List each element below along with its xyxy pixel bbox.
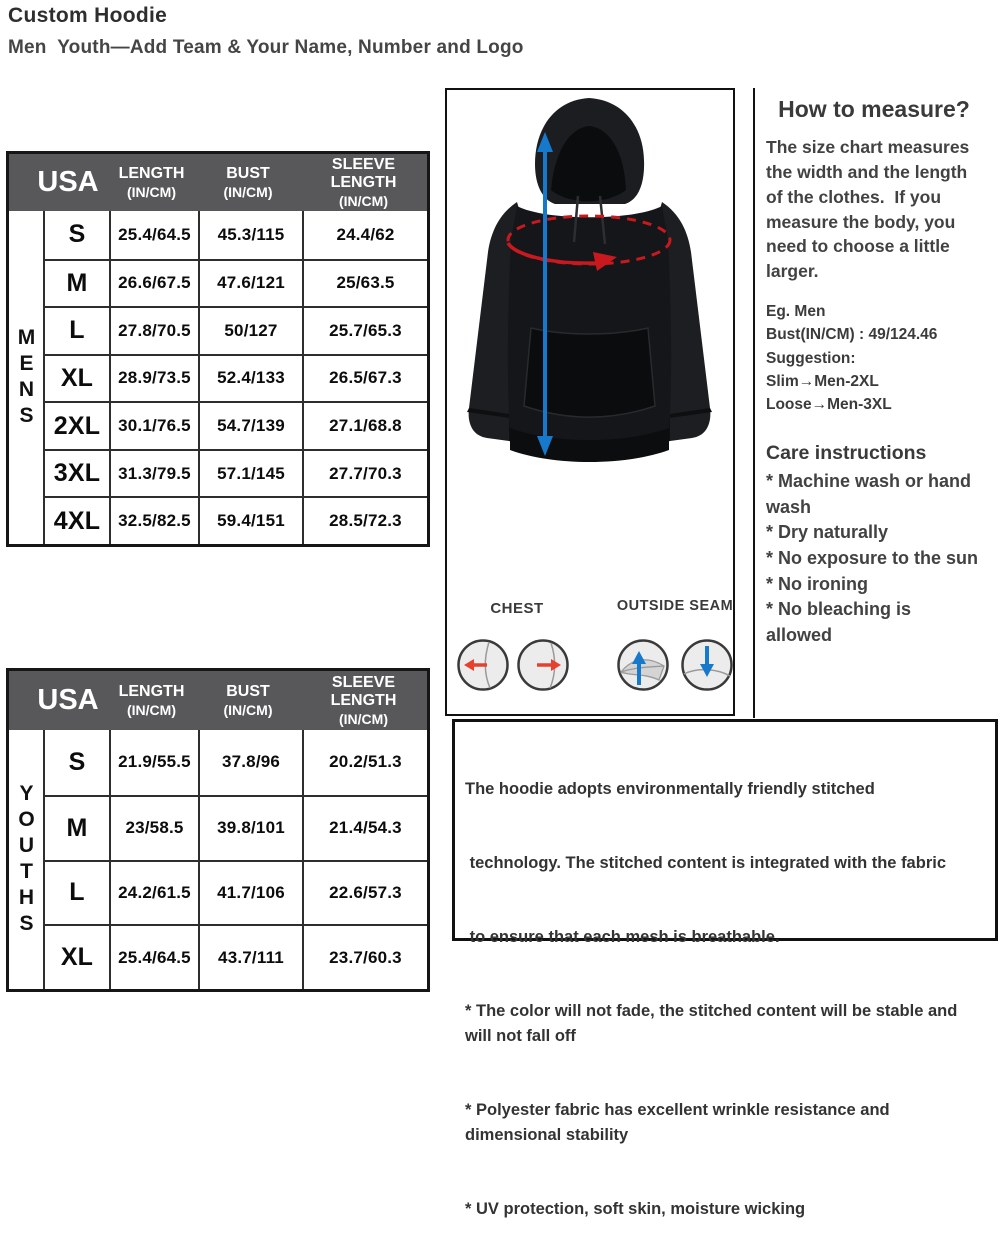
size-label-cell: M (66, 268, 88, 297)
measurement-cell: 50/127 (198, 308, 302, 354)
measurement-cell: 22.6/57.3 (302, 862, 427, 925)
outside-seam-up-icon (616, 638, 670, 692)
sizing-example (766, 300, 982, 416)
size-row (45, 259, 427, 307)
column-header-label: USA (37, 683, 99, 716)
measurement-cell: 24.2/61.5 (109, 862, 198, 925)
measurement-cell: 28.5/72.3 (302, 498, 427, 544)
measurement-cell: 25.7/65.3 (302, 308, 427, 354)
measurement-cell: 54.7/139 (198, 403, 302, 449)
measurement-cell: 39.8/101 (198, 797, 302, 860)
column-header-usa (9, 154, 107, 211)
measurement-cell: 27.1/68.8 (302, 403, 427, 449)
size-row (45, 795, 427, 860)
column-header-length (107, 671, 196, 730)
measurement-cell: 25.4/64.5 (109, 926, 198, 989)
measurement-cell: 26.5/67.3 (302, 356, 427, 402)
care-line: * No bleaching is allowed (766, 599, 912, 645)
size-label-cell: XL (60, 363, 94, 392)
column-header-label: SLEEVE LENGTH (330, 674, 397, 710)
measurement-cell: 52.4/133 (198, 356, 302, 402)
column-header-unit: (IN/CM) (223, 701, 273, 718)
measurement-cell: 37.8/96 (198, 730, 302, 795)
page-title: Custom Hoodie (8, 4, 168, 27)
mens-size-chart (6, 151, 430, 547)
measurement-cell: 59.4/151 (198, 498, 302, 544)
measurement-cell: 31.3/79.5 (109, 451, 198, 497)
vertical-divider (753, 88, 755, 718)
column-header-unit: (IN/CM) (223, 183, 273, 200)
mens-chart-body (9, 211, 427, 544)
example-line: Bust(IN/CM) : 49/124.46 (766, 326, 938, 344)
measurement-cell: 25.4/64.5 (109, 211, 198, 259)
how-to-measure-text: The size chart measures the width and the length of the clothes. If you measure the body, you need to choose a little larger. (766, 137, 975, 282)
measurement-cell: 57.1/145 (198, 451, 302, 497)
care-line: * No ironing (766, 573, 868, 594)
measurement-cell: 27.8/70.5 (109, 308, 198, 354)
measurement-cell: 21.4/54.3 (302, 797, 427, 860)
how-to-measure-panel (766, 96, 982, 648)
column-header-label: BUST (226, 165, 270, 183)
column-header-label: USA (37, 165, 99, 198)
youths-chart-header (9, 671, 427, 730)
example-line: Slim→Men-2XL (766, 372, 879, 390)
care-line: * Dry naturally (766, 522, 889, 543)
measurement-cell: 20.2/51.3 (302, 730, 427, 795)
mens-group-label: MENS (9, 211, 45, 544)
measurement-cell: 25/63.5 (302, 261, 427, 307)
size-label-cell: S (68, 220, 86, 249)
column-header-label: SLEEVE LENGTH (330, 156, 397, 192)
measurement-cell: 26.6/67.5 (109, 261, 198, 307)
chest-width-left-icon (456, 638, 510, 692)
column-header-unit: (IN/CM) (127, 701, 176, 718)
column-header-sleeve-length (300, 154, 427, 211)
care-line: * No exposure to the sun (766, 547, 979, 568)
column-header-unit: (IN/CM) (127, 183, 176, 200)
size-row (45, 496, 427, 544)
column-header-label: BUST (226, 683, 270, 701)
column-header-unit: (IN/CM) (339, 710, 388, 727)
size-label-cell: S (68, 747, 86, 776)
column-header-bust (196, 154, 300, 211)
measurement-cell: 45.3/115 (198, 211, 302, 259)
size-row (45, 306, 427, 354)
measurement-cell: 27.7/70.3 (302, 451, 427, 497)
hoodie-photo-illustration (447, 90, 732, 595)
column-header-sleeve-length (300, 671, 427, 730)
size-row (45, 730, 427, 795)
measurement-cell: 24.4/62 (302, 211, 427, 259)
youths-chart-rows (45, 730, 427, 989)
care-instructions-list (766, 469, 982, 648)
column-header-label: LENGTH (118, 165, 185, 183)
size-row (45, 924, 427, 989)
example-line: Eg. Men (766, 303, 826, 321)
outside-seam-label: OUTSIDE SEAM (616, 598, 734, 614)
example-line: Suggestion: (766, 349, 856, 367)
hoodie-measure-diagram (445, 88, 735, 716)
size-row (45, 860, 427, 925)
measurement-cell: 23/58.5 (109, 797, 198, 860)
size-label-cell: 2XL (53, 411, 101, 440)
chest-width-right-icon (516, 638, 570, 692)
description-intro-line: The hoodie adopts environmentally friendly stitched (465, 779, 875, 798)
description-bullet: * Polyester fabric has excellent wrinkle resistance and dimensional stability (465, 1101, 895, 1144)
youths-group-label: YOUTHS (9, 730, 45, 989)
description-bullet: * UV protection, soft skin, moisture wicking (465, 1200, 806, 1219)
mens-chart-rows (45, 211, 427, 544)
measurement-cell: 30.1/76.5 (109, 403, 198, 449)
youths-chart-body (9, 730, 427, 989)
size-label-cell: M (66, 813, 88, 842)
size-row (45, 211, 427, 259)
column-header-label: LENGTH (118, 683, 185, 701)
outside-seam-down-icon (680, 638, 734, 692)
care-line: * Machine wash or hand wash (766, 471, 972, 517)
measurement-cell: 23.7/60.3 (302, 926, 427, 989)
size-label-cell: L (69, 316, 85, 345)
example-line: Loose→Men-3XL (766, 396, 892, 414)
description-intro-line: to ensure that each mesh is breathable. (465, 928, 780, 946)
column-header-bust (196, 671, 300, 730)
column-header-length (107, 154, 196, 211)
column-header-usa (9, 671, 107, 730)
care-instructions-heading: Care instructions (766, 442, 927, 465)
size-row (45, 449, 427, 497)
measurement-cell: 32.5/82.5 (109, 498, 198, 544)
measurement-cell: 47.6/121 (198, 261, 302, 307)
column-header-unit: (IN/CM) (339, 192, 388, 209)
how-to-measure-heading: How to measure? (778, 96, 970, 122)
size-row (45, 401, 427, 449)
measurement-cell: 21.9/55.5 (109, 730, 198, 795)
measurement-cell: 43.7/111 (198, 926, 302, 989)
description-bullet: * The color will not fade, the stitched content will be stable and will not fall off (465, 1002, 962, 1045)
page-subtitle: Men Youth—Add Team & Your Name, Number and Logo (8, 37, 524, 58)
description-intro-line: technology. The stitched content is integrated with the fabric (465, 853, 946, 872)
measurement-cell: 41.7/106 (198, 862, 302, 925)
size-label-cell: 3XL (53, 459, 101, 488)
measurement-cell: 28.9/73.5 (109, 356, 198, 402)
size-label-cell: XL (60, 943, 94, 972)
chest-label: CHEST (490, 600, 544, 617)
product-description-panel (452, 719, 998, 1219)
size-label-cell: L (69, 878, 85, 907)
size-row (45, 354, 427, 402)
size-label-cell: 4XL (53, 506, 101, 535)
mens-chart-header (9, 154, 427, 211)
youths-size-chart (6, 668, 430, 992)
